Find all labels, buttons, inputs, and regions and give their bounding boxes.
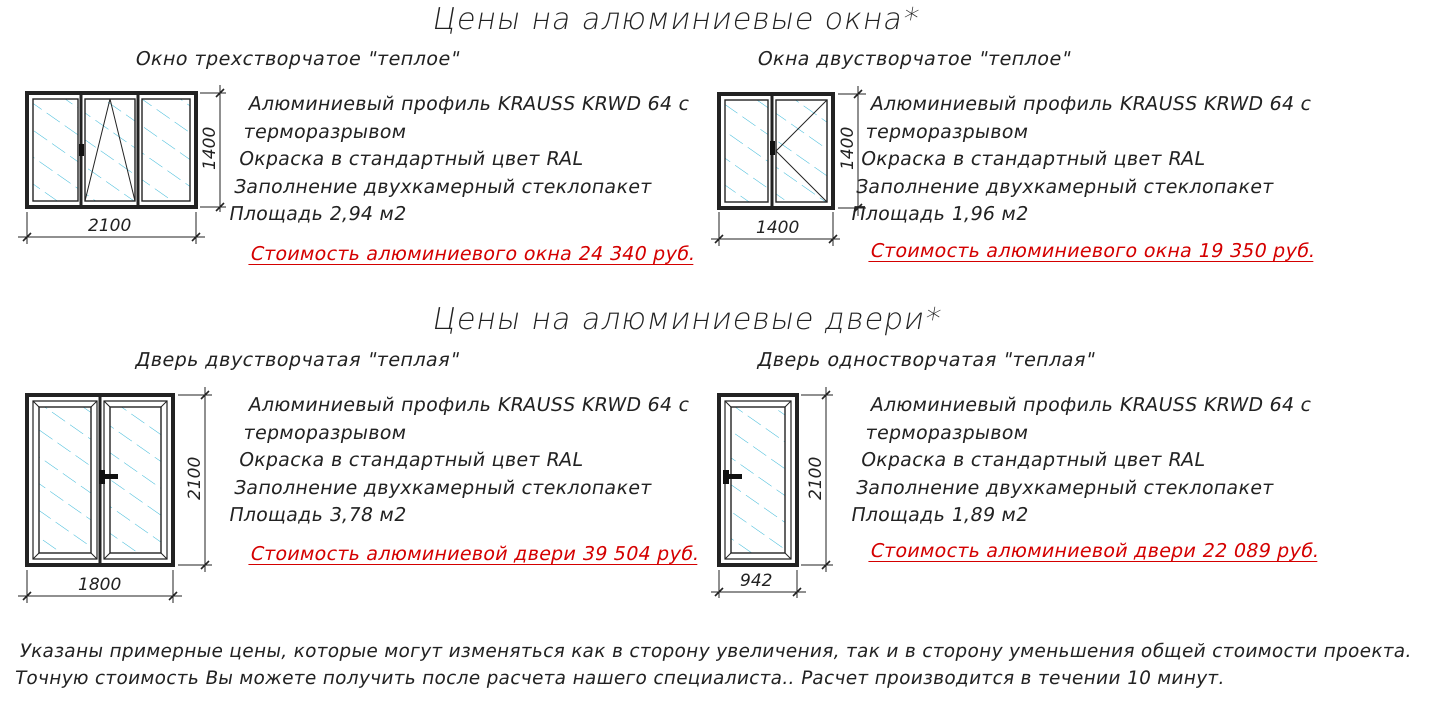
spec-line: Алюминиевый профиль KRAUSS KRWD 64 с xyxy=(246,394,692,416)
single-door-specs xyxy=(849,392,1314,530)
spec-line: Алюминиевый профиль KRAUSS KRWD 64 с xyxy=(868,394,1314,416)
double-door-width: 1800 xyxy=(78,575,122,595)
triple-window-height: 1400 xyxy=(200,126,220,170)
spec-line: терморазрывом xyxy=(863,120,1031,143)
spec-line: терморазрывом xyxy=(863,421,1031,444)
spec-line: Площадь 1,96 м2 xyxy=(849,203,1031,225)
spec-line: Площадь 3,78 м2 xyxy=(227,504,409,526)
footnote xyxy=(12,638,1414,692)
product-title-triple-window: Окно трехстворчатое "теплое" xyxy=(133,48,463,70)
spec-line: терморазрывом xyxy=(241,120,409,143)
footnote-line-1: Указаны примерные цены, которые могут изменяться как в сторону увеличения, так и в сторону уменьшения общей стоимости проекта. xyxy=(17,641,1414,662)
spec-line: Окраска в стандартный цвет RAL xyxy=(859,148,1208,170)
double-window-height: 1400 xyxy=(838,126,858,170)
double-door-price: Стоимость алюминиевой двери 39 504 руб. xyxy=(248,543,702,565)
single-door-height: 2100 xyxy=(806,456,826,500)
triple-window-width: 2100 xyxy=(88,216,132,236)
spec-line: терморазрывом xyxy=(241,421,409,444)
triple-window-price: Стоимость алюминиевого окна 24 340 руб. xyxy=(248,243,698,265)
spec-line: Заполнение двухкамерный стеклопакет xyxy=(854,175,1276,198)
spec-line: Окраска в стандартный цвет RAL xyxy=(859,449,1208,471)
product-title-double-window: Окна двустворчатое "теплое" xyxy=(755,48,1074,70)
spec-line: Заполнение двухкамерный стеклопакет xyxy=(232,175,654,198)
footnote-line-2: Точную стоимость Вы можете получить после расчета нашего специалиста.. Расчет производится в течении 10 минут. xyxy=(13,668,1227,689)
spec-line: Заполнение двухкамерный стеклопакет xyxy=(854,476,1276,499)
double-door-height: 2100 xyxy=(185,456,205,500)
spec-line: Заполнение двухкамерный стеклопакет xyxy=(232,476,654,499)
single-door-width: 942 xyxy=(740,571,773,591)
doors-section-title: Цены на алюминиевые двери* xyxy=(429,302,945,337)
spec-line: Площадь 1,89 м2 xyxy=(849,504,1031,526)
spec-line: Окраска в стандартный цвет RAL xyxy=(237,148,586,170)
product-title-double-door: Дверь двустворчатая "теплая" xyxy=(133,349,462,371)
windows-section-title: Цены на алюминиевые окна* xyxy=(429,2,923,37)
double-window-specs xyxy=(849,91,1314,229)
spec-line: Площадь 2,94 м2 xyxy=(227,203,409,225)
spec-line: Алюминиевый профиль KRAUSS KRWD 64 с xyxy=(246,93,692,115)
double-window-price: Стоимость алюминиевого окна 19 350 руб. xyxy=(868,240,1318,262)
single-door-price: Стоимость алюминиевой двери 22 089 руб. xyxy=(868,540,1322,562)
spec-line: Окраска в стандартный цвет RAL xyxy=(237,449,586,471)
spec-line: Алюминиевый профиль KRAUSS KRWD 64 с xyxy=(868,93,1314,115)
product-title-single-door: Дверь одностворчатая "теплая" xyxy=(755,349,1098,371)
double-window-width: 1400 xyxy=(756,218,800,238)
